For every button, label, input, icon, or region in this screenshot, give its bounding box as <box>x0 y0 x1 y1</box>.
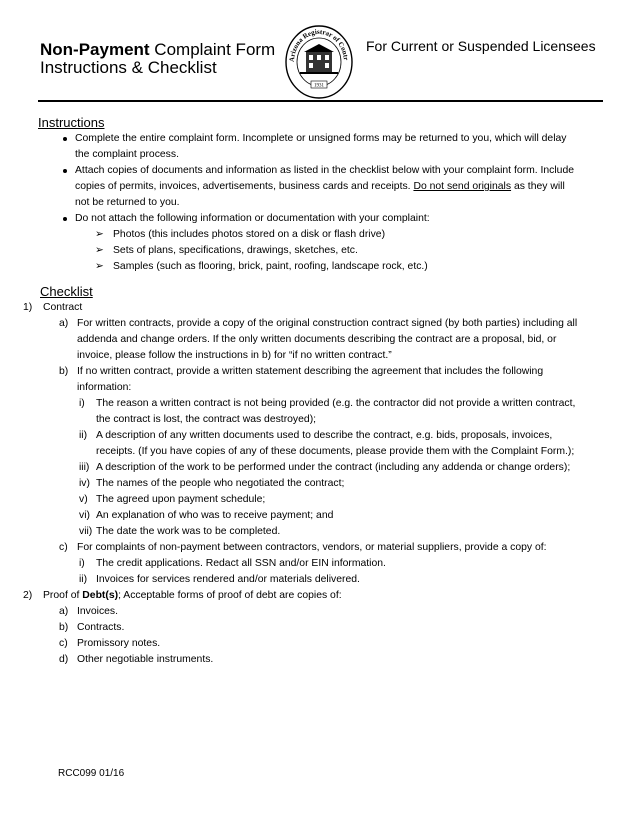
checklist-b-line: If no written contract, provide a written statement describing the agreement that includes the following <box>77 366 544 377</box>
roman-item-line: receipts. (If you have copies of any of these documents, please provide them with the Complaint Form.); <box>96 446 575 457</box>
instruction-2-line-2 <box>75 179 565 195</box>
list-number: 2) <box>23 590 33 601</box>
arrow-bullet-icon: ➢ <box>95 261 104 272</box>
proof-post: ; Acceptable forms of proof of debt are copies of: <box>118 590 342 601</box>
instruction-2-line-1: Attach copies of documents and information as listed in the checklist below with your complaint form. Include <box>75 165 574 176</box>
proof-bold: Debt(s) <box>82 590 119 601</box>
roman-item-line: The date the work was to be completed. <box>96 526 281 537</box>
instruction-2-pre: copies of permits, invoices, advertisements, business cards and receipts. <box>75 181 414 192</box>
bullet <box>63 137 67 141</box>
list-letter: b) <box>59 622 69 633</box>
roman-item-line: The reason a written contract is not being provided (e.g. the contractor did not provide a written contract, <box>96 398 576 409</box>
arrow-bullet-icon: ➢ <box>95 245 104 256</box>
list-roman: v) <box>79 494 88 505</box>
instruction-1-line-1: Complete the entire complaint form. Incomplete or unsigned forms may be returned to you, which will delay <box>75 133 567 144</box>
roman-item-line: the contract is lost, the contract was destroyed); <box>96 414 317 425</box>
form-code: RCC099 01/16 <box>58 768 125 779</box>
list-roman: iii) <box>79 462 90 473</box>
list-letter: c) <box>59 638 68 649</box>
list-roman: vii) <box>79 526 93 537</box>
do-not-send-originals: Do not send originals <box>413 181 512 192</box>
roman-item-line: A description of any written documents used to describe the contract, e.g. bids, proposals, invoices, <box>96 430 553 441</box>
checklist-a-line: addenda and change orders. If the only written documents describing the contract are a proposal, bid, or <box>77 334 557 345</box>
bullet <box>63 217 67 221</box>
roman-item-line: A description of the work to be performed under the contract (including any addenda or change orders); <box>96 462 571 473</box>
bullet <box>63 169 67 173</box>
header-divider <box>38 100 603 102</box>
debt-proof-item: Invoices. <box>77 606 119 617</box>
roman-item-line: The credit applications. Redact all SSN and/or EIN information. <box>96 558 386 569</box>
list-roman: ii) <box>79 430 88 441</box>
instruction-3: Do not attach the following information or documentation with your complaint: <box>75 213 430 224</box>
list-letter: c) <box>59 542 68 553</box>
list-roman: ii) <box>79 574 88 585</box>
list-roman: i) <box>79 558 85 569</box>
form-subtitle: Instructions & Checklist <box>40 58 217 77</box>
list-letter: a) <box>59 318 69 329</box>
arrow-bullet-icon: ➢ <box>95 229 104 240</box>
agency-seal <box>284 20 354 100</box>
form-title <box>40 40 275 60</box>
exclusion-item: Photos (this includes photos stored on a disk or flash drive) <box>113 229 386 240</box>
checklist-c-line: For complaints of non-payment between contractors, vendors, or material suppliers, provide a copy of: <box>77 542 547 553</box>
roman-item-line: Invoices for services rendered and/or materials delivered. <box>96 574 360 585</box>
instruction-1-line-2: the complaint process. <box>75 149 179 160</box>
roman-item-line: The names of the people who negotiated the contract; <box>96 478 345 489</box>
list-letter: d) <box>59 654 69 665</box>
checklist-a-line: For written contracts, provide a copy of the original construction contract signed (by both parties) including all <box>77 318 578 329</box>
title-rest: Complaint Form <box>149 40 276 59</box>
exclusion-item: Samples (such as flooring, brick, paint, roofing, landscape rock, etc.) <box>113 261 428 272</box>
checklist-a-line: invoice, please follow the instructions in b) for “if no written contract.” <box>77 350 392 361</box>
proof-of-debt-section <box>43 588 342 604</box>
checklist-heading: Checklist <box>40 284 93 299</box>
seal-building-graphic <box>300 44 338 74</box>
contract-section: Contract <box>43 302 83 313</box>
license-scope: For Current or Suspended Licensees <box>366 38 596 54</box>
exclusion-item: Sets of plans, specifications, drawings, sketches, etc. <box>113 245 358 256</box>
instructions-heading: Instructions <box>38 115 105 130</box>
seal-year: 1931 <box>314 83 324 89</box>
list-roman: iv) <box>79 478 90 489</box>
seal-graphic <box>284 20 354 100</box>
proof-pre: Proof of <box>43 590 83 601</box>
instruction-2-post: as they will <box>511 181 565 192</box>
debt-proof-item: Contracts. <box>77 622 125 633</box>
debt-proof-item: Promissory notes. <box>77 638 161 649</box>
list-roman: vi) <box>79 510 90 521</box>
roman-item-line: The agreed upon payment schedule; <box>96 494 266 505</box>
debt-proof-item: Other negotiable instruments. <box>77 654 214 665</box>
seal-ring-text: Arizona Registrar of Contr <box>287 27 350 63</box>
list-letter: b) <box>59 366 69 377</box>
list-number: 1) <box>23 302 33 313</box>
checklist-b-line: information: <box>77 382 132 393</box>
instruction-2-line-3: not be returned to you. <box>75 197 180 208</box>
list-roman: i) <box>79 398 85 409</box>
list-letter: a) <box>59 606 69 617</box>
title-bold: Non-Payment <box>40 40 150 59</box>
roman-item-line: An explanation of who was to receive payment; and <box>96 510 334 521</box>
